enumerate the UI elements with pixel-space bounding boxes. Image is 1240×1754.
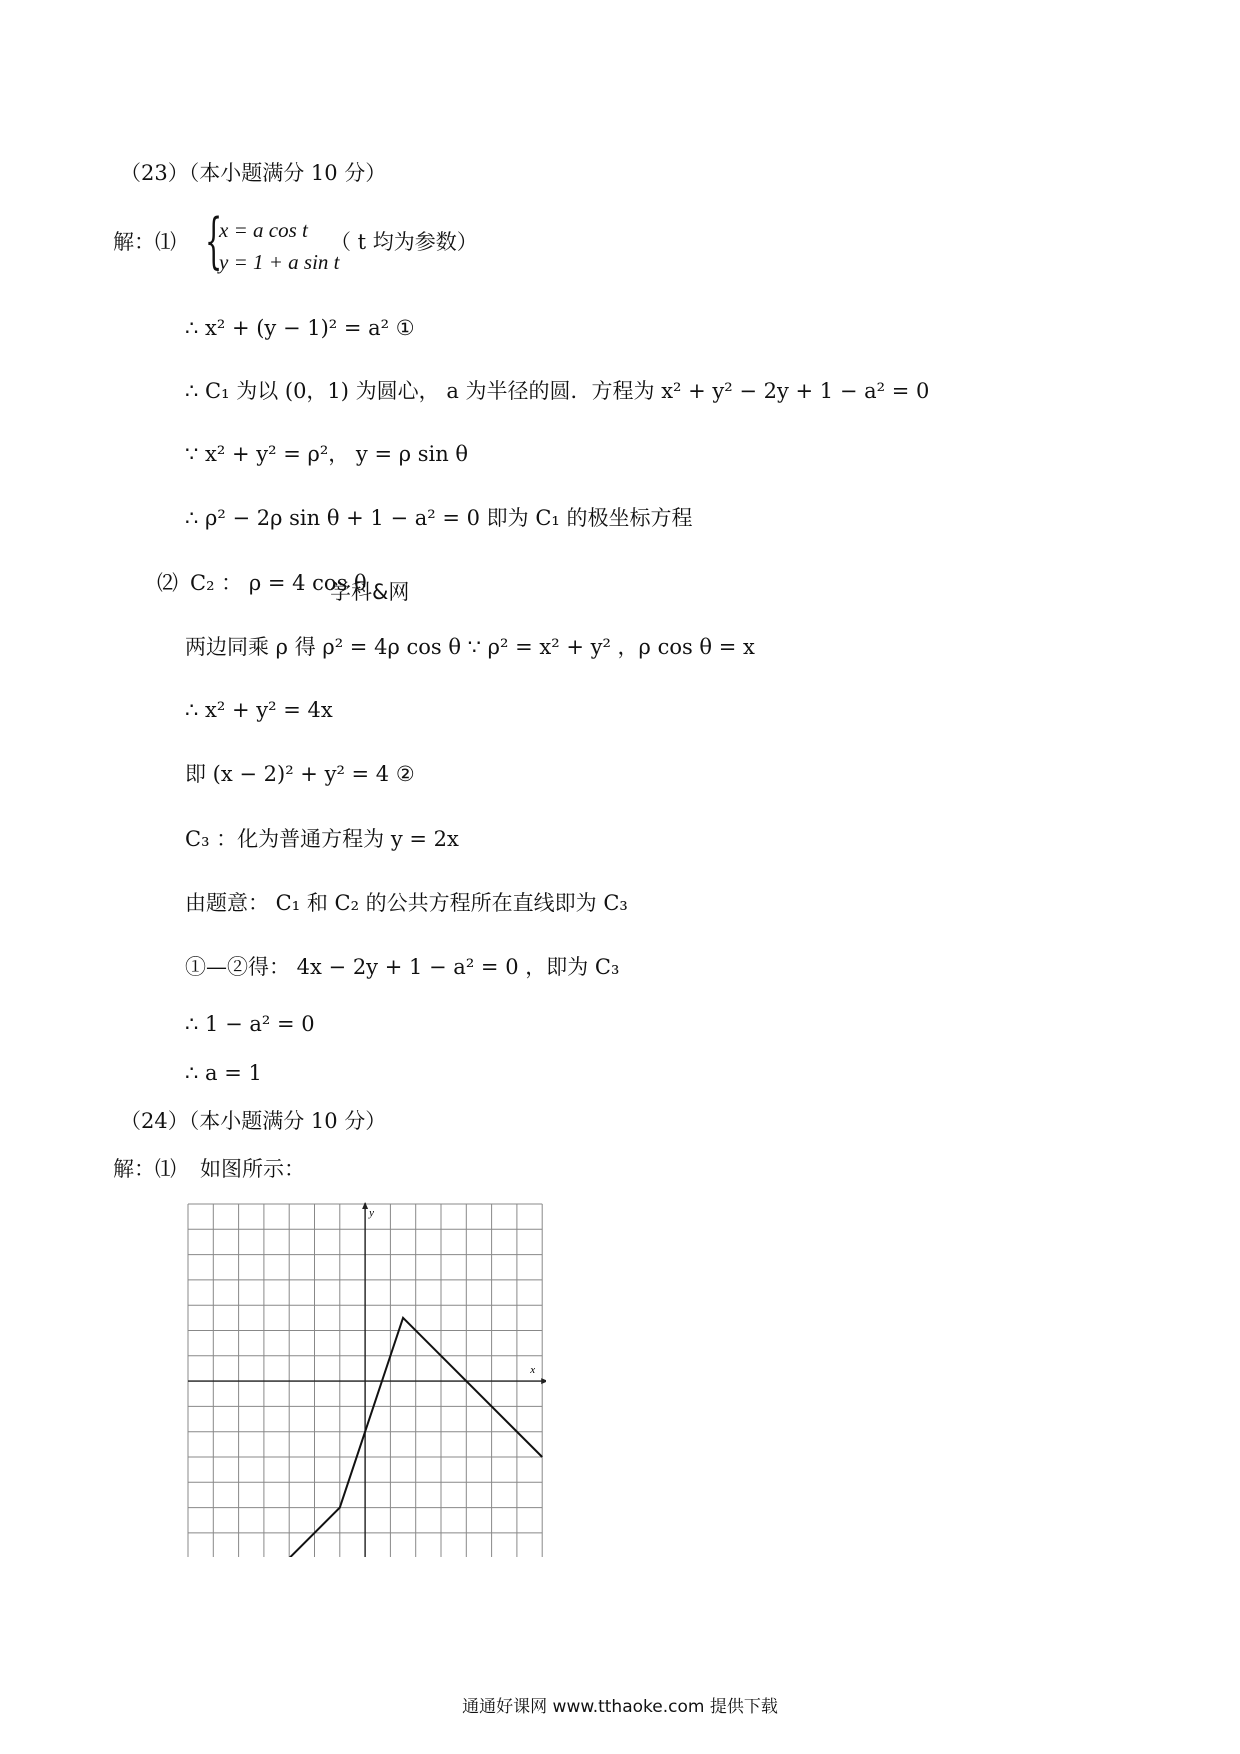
function-graph (186, 1202, 546, 1557)
part2-label: ⑵ (157, 571, 178, 595)
eq-line-7: 即 (x − 2)² + y² = 4 ② (185, 762, 415, 786)
eq-line-5: 两边同乘 ρ 得 ρ² = 4ρ cos θ ∵ ρ² = x² + y² ，ρ cos θ = x (185, 635, 755, 659)
y-axis-label: y (369, 1207, 374, 1219)
part2-eq: C₂ ： ρ = 4 cos θ (190, 571, 367, 595)
eq-line-10: ①—②得： 4x − 2y + 1 − a² = 0 ，即为 C₃ (185, 955, 620, 979)
eq-line-1: ∴ x² + (y − 1)² = a² ① (185, 316, 415, 340)
eq-line-4: ∴ ρ² − 2ρ sin θ + 1 − a² = 0 即为 C₁ 的极坐标方程 (185, 506, 693, 530)
watermark: 学科&网 (330, 580, 410, 604)
q23-header: （23）（本小题满分 10 分） (120, 161, 387, 185)
eq-line-8: C₃ ：化为普通方程为 y = 2x (185, 827, 459, 851)
param-note: （ t 均为参数） (330, 230, 478, 254)
y-arrow-icon (362, 1202, 368, 1209)
q23-solve-prefix: 解：⑴ (113, 230, 176, 254)
param-y: y = 1 + a sin t (219, 250, 340, 274)
footer: 通通好课网 www.tthaoke.com 提供下载 (462, 1697, 778, 1717)
x-axis-label: x (530, 1364, 536, 1377)
x-arrow-icon (541, 1378, 546, 1384)
q24-solve-text: 如图所示： (200, 1157, 305, 1181)
eq-line-2: ∴ C₁ 为以 (0，1) 为圆心， a 为半径的圆．方程为 x² + y² − 2y + 1 − a² = 0 (185, 379, 930, 403)
eq-line-3: ∵ x² + y² = ρ²， y = ρ sin θ (185, 442, 469, 466)
eq-line-12: ∴ a = 1 (185, 1061, 262, 1085)
param-x: x = a cos t (219, 218, 308, 242)
axes (188, 1202, 546, 1557)
left-brace-icon: { (205, 206, 223, 276)
q24-header: （24）（本小题满分 10 分） (120, 1109, 387, 1133)
eq-line-9: 由题意： C₁ 和 C₂ 的公共方程所在直线即为 C₃ (185, 891, 628, 915)
q24-solve-prefix: 解：⑴ (113, 1157, 176, 1181)
eq-line-6: ∴ x² + y² = 4x (185, 698, 333, 722)
eq-line-11: ∴ 1 − a² = 0 (185, 1012, 315, 1036)
